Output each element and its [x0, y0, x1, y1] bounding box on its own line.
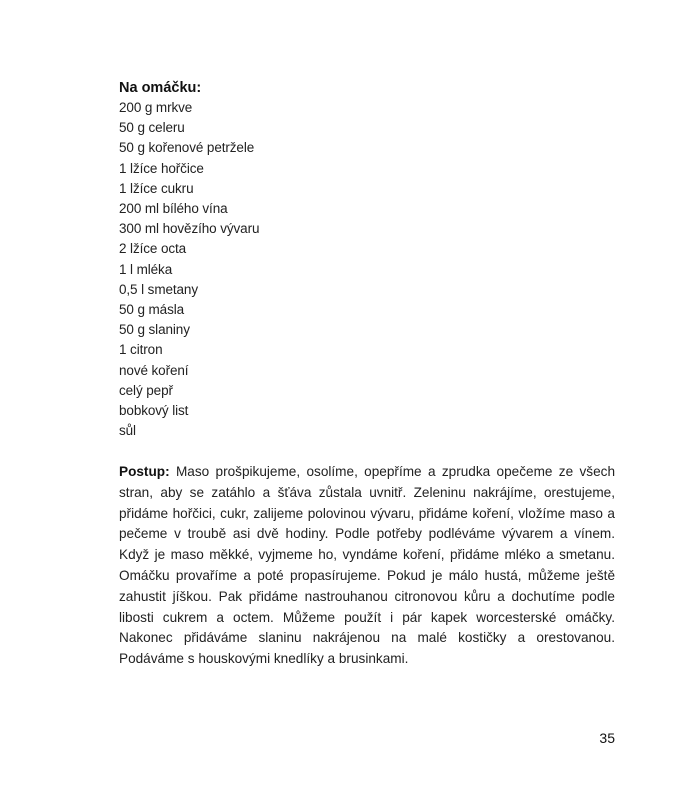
ingredient-item: 200 ml bílého vína — [119, 201, 228, 217]
ingredient-item: 50 g másla — [119, 302, 185, 318]
method-label: Postup: — [119, 464, 170, 479]
sauce-heading: Na omáčku: — [119, 80, 202, 96]
ingredient-item: bobkový list — [119, 403, 189, 419]
ingredient-item: 50 g slaniny — [119, 322, 190, 338]
ingredient-item: 2 lžíce octa — [119, 241, 187, 257]
method-paragraph — [119, 462, 615, 670]
ingredient-item: 1 l mléka — [119, 261, 173, 277]
ingredient-item: 50 g celeru — [119, 120, 185, 136]
method-text: Maso prošpikujeme, osolíme, opepříme a zprudka opečeme ze všech stran, aby se zatáhlo a šťáva zůstala uvnitř. Zeleninu nakrájíme, orestujeme, přidáme hořčici, cukr, zalijeme polovinou vývaru, přidáme koření, vložíme maso a pečeme v troubě asi dvě hodiny. Podle potřeby podléváme vývarem a vínem. Když je maso měkké, vyjmeme ho, vyndáme koření, přidáme mléko a smetanu. Omáčku provaříme a poté propasírujeme. Pokud je málo hustá, můžeme ještě zahustit jíškou. Pak přidáme nastrouhanou citronovou kůru a dochutíme podle libosti cukrem a octem. Můžeme použít i pár kapek worcesterské omáčky. Nakonec přidáváme slaninu nakrájenou na malé kostičky a orestovanou. Podáváme s houskovými knedlíky a brusinkami. — [119, 464, 616, 667]
ingredient-list — [119, 98, 419, 441]
ingredient-item: sůl — [119, 423, 136, 439]
ingredient-item: 1 lžíce hořčice — [119, 160, 204, 176]
ingredient-item: 1 citron — [119, 342, 163, 358]
ingredient-item: 50 g kořenové petržele — [119, 140, 255, 156]
ingredient-item: celý pepř — [119, 382, 173, 398]
ingredient-item: nové koření — [119, 362, 189, 378]
page-number: 35 — [599, 730, 615, 746]
ingredient-item: 1 lžíce cukru — [119, 180, 194, 196]
ingredient-item: 200 g mrkve — [119, 100, 193, 115]
ingredients-section — [119, 78, 419, 441]
ingredient-item: 0,5 l smetany — [119, 281, 198, 297]
ingredient-item: 300 ml hovězího vývaru — [119, 221, 260, 237]
